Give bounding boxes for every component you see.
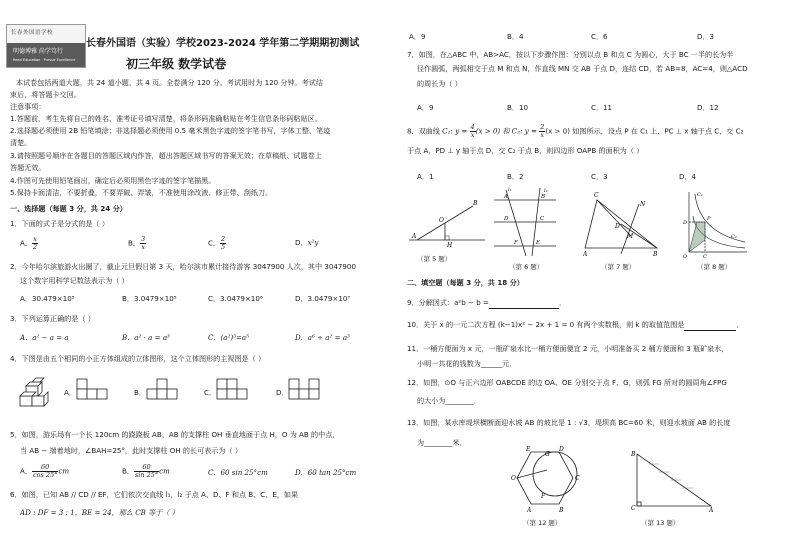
q8-option-d: D．4 [679,172,697,181]
figure-q13-dam [629,450,715,512]
svg-text:C: C [703,254,707,258]
q12-line-1: 12．如图，⊙O 与正六边形 OABCDE 的边 OA、OE 分别交于点 F、G，则弧 FG 所对的圆周角∠FPG [407,378,727,387]
q2-line-2: 这个数字用科学记数法表示为（ ） [20,276,129,285]
svg-text:C₁: C₁ [697,192,703,198]
q5-line-1: 5．如图，游乐场有一个长 120cm 的跷跷板 AB，AB 的支撑柱 OH 垂直地面于点 H，O 为 AB 的中点， [10,430,340,439]
figure-q12-hexagon [511,444,587,514]
q4-option-b-label: B． [134,388,146,397]
intro-line-2: 束后，将答题卡交回。 [10,90,81,99]
q6-option-c: C．6 [591,32,608,41]
caption-q13: （第 13 题） [641,519,680,527]
q5-option-a: A． $\frac{60}{\cos 25^\circ}$ cm [20,463,70,479]
intro-line-1: 本试卷包括两道大题，共 24 道小题，共 4 页。全卷满分 120 分。考试用时为 120 分钟。考试结 [16,78,323,87]
svg-text:N: N [640,201,646,208]
q2-option-a: A．30.479×10⁵ [20,294,75,303]
svg-text:A: A [583,251,588,258]
notice-3a: 3.请按照题号顺序在各题目的答题区域内作答，超出答题区域书写的答案无效；在草稿纸、试题卷上 [10,151,322,160]
q3-option-c: C．(a²)³=a⁵ [208,333,249,342]
q7-line-3: 的周长为（ ） [417,79,462,88]
q4-option-b-figure [146,378,180,402]
q8-option-a: A．1 [417,172,434,181]
notice-heading: 注意事项： [10,102,46,111]
svg-text:B: B [653,251,658,258]
svg-text:l₂: l₂ [544,188,548,194]
q7-option-a: A．9 [417,103,434,112]
svg-text:B: B [473,200,478,207]
q3-stem: 3．下列运算正确的是（ ） [10,314,95,323]
q10-text: 10．关于 x 的一元二次方程 (k−1)x² − 2x + 1 = 0 有两个实数根，则 k 的取值范围是 ． [407,320,744,329]
svg-text:C: C [540,216,545,222]
notice-2b: 清楚。 [10,138,32,147]
svg-text:C: C [575,475,580,482]
q12-line-2: 的大小为________． [417,396,481,405]
q5-line-2: 当 AB − 端着地时，∠BAH=25°，此时支撑柱 OH 的长可表示为（ ） [20,446,242,455]
caption-q12: （第 12 题） [523,519,562,527]
svg-text:C: C [631,505,636,512]
notice-4: 4.作图可先使用铅笔画出，确定后必须用黑色字迹的签字笔描黑。 [10,176,216,185]
q5-option-b: B． $\frac{60}{\sin 25^\circ}$ cm [122,463,170,479]
svg-text:O: O [439,217,444,224]
notice-3b: 答题无效。 [10,163,46,172]
logo-band-small: Read Education · Pursue Excellence [13,58,76,62]
q5-option-d: D．60 tan 25°cm [295,468,357,477]
q6-option-b: B．4 [507,32,524,41]
q3-option-a: A．a² − a = a [20,333,69,342]
exam-subtitle: 初三年级 数学试卷 [126,57,227,71]
q4-option-a-label: A． [64,388,76,397]
svg-text:B: B [541,194,546,200]
q11-line-1: 11．一桶方便面为 x 元，一瓶矿泉水比一桶方便面便宜 2 元，小明准备买 2 桶方便面和 3 瓶矿泉水， [407,344,729,353]
logo-text: 长春外国语学校 [11,30,54,36]
notice-1: 1.答题前，考生先将自己的姓名、准考证号填写清楚，将条形码准确粘贴在考生信息条形码粘贴区。 [10,114,322,123]
svg-text:H: H [447,242,453,248]
svg-text:B: B [559,507,564,514]
svg-text:D: D [615,223,620,230]
q13-line-2: 为________米． [417,438,467,447]
q4-stem: 4．下图是由五个相同的小正方体组成的立体图形，这个立体图形的主视图是（ ） [10,354,266,363]
q7-option-d: D．12 [697,103,719,112]
q6-line-2: AD : DF = 3 : 1，BE = 24，那么 CB 等于（ ） [20,508,179,517]
svg-text:A: A [709,507,714,512]
q1-option-b: B． $\frac{3}{x}$ [128,235,146,251]
left-column [10,0,395,560]
svg-text:B: B [631,451,636,458]
caption-q6: （第 6 题） [509,263,544,271]
svg-text:O: O [683,254,688,258]
q13-line-1: 13．如图，某水库堤坝横断面迎水坡 AB 的坡比是 1 : √3，堤坝高 BC=60 米，则迎水坡面 AB 的长度 [407,418,731,427]
q6-line-1: 6．如图，已知 AB // CD // EF，它们依次交直线 l₁，l₂ 于点 A、D、F 和点 B、C、E，如果 [10,490,299,499]
q3-option-d: D．a⁶ ÷ a² = a³ [295,333,350,342]
q3-option-b: B．a² · a = a³ [122,333,170,342]
q4-solid-figure [18,372,56,408]
q1-option-d: D．x²y [295,238,319,247]
notice-5: 5.保持卡面清洁，不要折叠，不要弄破、弄皱，不准使用涂改液、修正带、刮纸刀。 [10,188,273,197]
q4-option-a-figure [76,378,110,402]
figure-q8-hyperbola [683,188,749,258]
q2-option-b: B．3.0479×10⁵ [122,294,177,303]
q9-answer-blank[interactable] [489,298,559,309]
q10-answer-blank[interactable] [684,320,736,331]
figure-q6-parallel-lines [492,186,558,258]
q1-stem: 1．下面的式子是分式的是（ ） [10,219,109,228]
q2-line-1: 2．今年哈尔滨旅游火出圈了，截止元旦假日第 3 天，哈尔滨市累计接待游客 3047900 人次，其中 3047900 [10,262,356,271]
right-column [407,0,787,560]
svg-text:A: A [504,194,508,200]
q5-option-c: C．60 sin 25°cm [208,468,268,477]
svg-text:E: E [526,446,531,453]
q6-option-a: A．9 [409,32,426,41]
q7-line-2: 径作圆弧，两弧相交于点 M 和点 N，作直线 MN 交 AB 于点 D，连结 CD，若 AB=8，AC=4，则△ACD [417,64,748,73]
figure-q7-triangle [583,188,663,258]
q8-line-1: 8．双曲线 C₁: y = $\frac{4}{x}$ (x > 0) 和 C₂: y = $\frac{2}{x}$ (x > 0) 如图所示，设点 P 在 C₁ 上，PC ⊥ x 轴于点 C，交 C₂ [407,123,744,139]
q7-option-b: B．10 [507,103,528,112]
q8-option-c: C．3 [591,172,608,181]
q4-option-c-label: C． [204,388,217,397]
exam-title: 长春外国语（实验）学校2023-2024 学年第二学期期初测试 [86,38,360,49]
q2-option-d: D．3.0479×10⁷ [295,294,351,303]
svg-text:O: O [511,475,516,482]
svg-text:C₂: C₂ [731,234,737,240]
section-2-title: 二、填空题（每题 3 分，共 18 分） [407,278,524,287]
q4-option-d-figure [288,378,322,402]
svg-text:D: D [559,446,564,453]
q4-option-d-label: D． [276,388,289,397]
svg-text:A: A [527,507,532,514]
svg-text:A: A [412,233,417,240]
q11-line-2: 小明一共花的钱数为______元． [417,359,517,368]
svg-text:l₁: l₁ [508,187,512,193]
notice-2a: 2.选择题必须使用 2B 铅笔填涂；非选择题必须使用 0.5 毫米黑色字迹的签字笔书写，字体工整、笔迹 [10,126,331,135]
caption-q7: （第 7 题） [601,263,636,271]
q4-option-c-figure [216,378,250,402]
q7-option-c: C．11 [591,103,613,112]
caption-q5: （第 5 题） [417,255,452,263]
svg-text:G: G [545,451,550,458]
svg-text:M: M [627,233,634,240]
caption-q8: （第 8 题） [697,263,732,271]
q7-line-1: 7．如图，在△ABC 中，AB>AC，按以下步骤作图：分别以点 B 和点 C 为圆心，大于 BC 一半的长为半 [407,50,734,59]
q1-option-c: C． $\frac{2}{5}$ [208,235,226,251]
figure-q5-seesaw [407,196,487,248]
svg-text:D: D [683,220,688,226]
section-1-title: 一、选择题（每题 3 分，共 24 分） [10,204,127,213]
svg-text:P: P [707,216,711,222]
svg-text:C: C [594,192,599,199]
svg-text:E: E [536,240,541,246]
svg-text:D: D [504,216,509,222]
q9-text: 9．分解因式：a²b − b = ． [407,298,567,307]
q6-option-d: D．3 [697,32,715,41]
q8-option-b: B．2 [507,172,524,181]
q8-line-2: 于点 A，PD ⊥ y 轴于点 D，交 C₂ 于点 B，则四边形 OAPB 的面积为（ ） [407,146,644,155]
logo-band-text: 明德博雅 尚学笃行 [13,48,63,55]
svg-text:F: F [514,240,518,246]
q2-option-c: C．3.0479×10⁶ [208,294,263,303]
svg-text:F: F [541,493,546,500]
q1-option-a: A． $\frac{x}{2}$ [20,235,38,251]
